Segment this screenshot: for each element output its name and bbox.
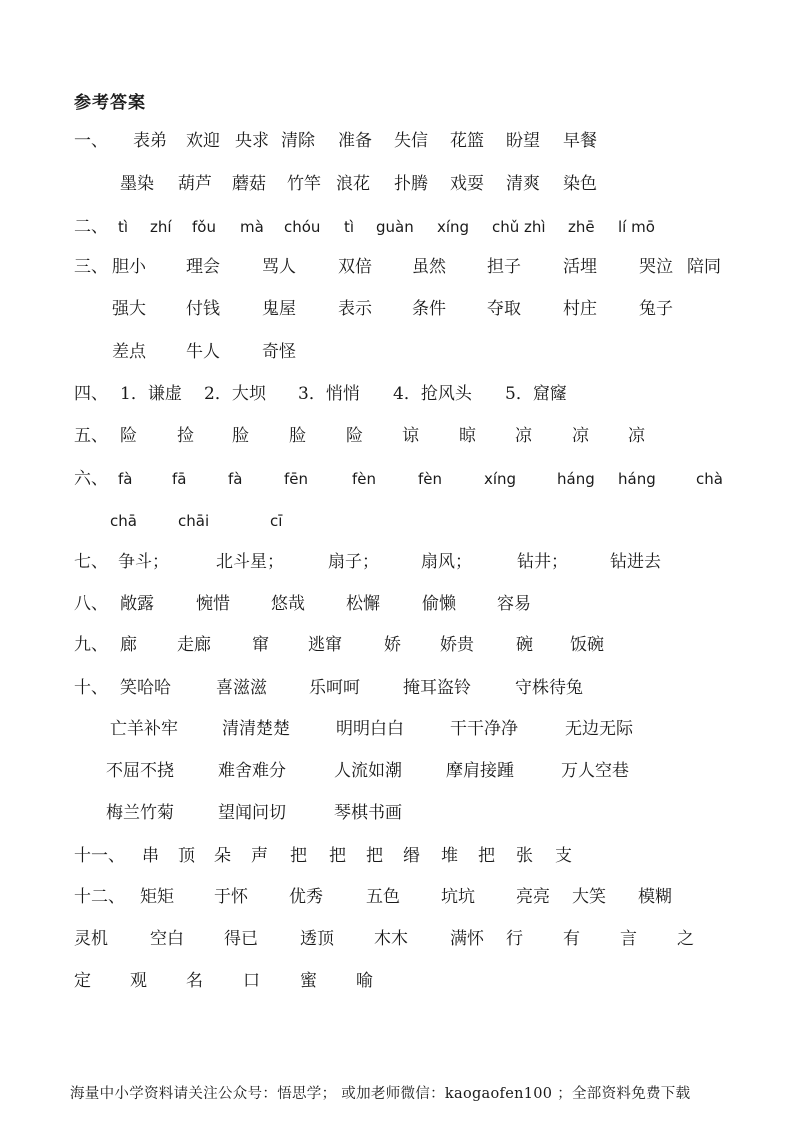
pinyin-answer: chā [110, 512, 137, 530]
answer-word: 担子 [487, 257, 521, 277]
answer-char: 凉 [572, 426, 589, 446]
answer-char: 脸 [232, 426, 249, 446]
answer-word: 奇怪 [262, 342, 296, 362]
answer-word: 墨染 [120, 174, 154, 194]
answer-phrase: 亡羊补牢 [110, 719, 178, 739]
pinyin-answer: xíng [484, 470, 517, 488]
answer-word: 钻进去 [610, 552, 661, 572]
answer-word: 偷懒 [422, 594, 456, 614]
footer-note: 海量中小学资料请关注公众号：悟思学； 或加老师微信：kaogaofen100 ；全部资料免费下载 [70, 1086, 691, 1102]
answer-char: 串 [142, 846, 159, 866]
pinyin-answer: chà [696, 470, 723, 488]
answer-word: 娇 [384, 635, 401, 655]
answer-char: 把 [366, 846, 383, 866]
answer-word: 陪同 [687, 257, 721, 277]
pinyin-answer: chóu [284, 218, 321, 236]
section-label: 三、 [74, 257, 108, 277]
pinyin-answer: cī [270, 512, 283, 530]
answer-word: 敞露 [120, 594, 154, 614]
answer-word: 花篮 [450, 131, 484, 151]
answer-word: 条件 [412, 299, 446, 319]
pinyin-answer: fā [172, 470, 187, 488]
answer-word: 模糊 [638, 887, 672, 907]
answer-char: 支 [555, 846, 572, 866]
answer-word: 1．谦虚 [120, 384, 182, 404]
answer-word: 央求 [235, 131, 269, 151]
pinyin-answer: mà [240, 218, 264, 236]
answer-word: 虽然 [412, 257, 446, 277]
answer-word: 扇风； [421, 552, 472, 572]
answer-phrase: 摩肩接踵 [446, 761, 514, 781]
pinyin-answer: fēn [284, 470, 309, 488]
section-label: 一、 [74, 131, 108, 151]
answer-word: 逃窜 [308, 635, 342, 655]
answer-word: 亮亮 [516, 887, 550, 907]
answer-phrase: 喜滋滋 [216, 678, 267, 698]
answer-char: 险 [120, 426, 137, 446]
answer-word: 哭泣 [639, 257, 673, 277]
section-label: 十二、 [74, 887, 125, 907]
answer-word: 骂人 [262, 257, 296, 277]
section-label: 五、 [74, 426, 108, 446]
answer-word: 透顶 [300, 929, 334, 949]
section-label: 十一、 [74, 846, 125, 866]
answer-word: 准备 [338, 131, 372, 151]
pinyin-answer: zhē [568, 218, 595, 236]
answer-char: 蜜 [300, 971, 317, 991]
answer-word: 兔子 [639, 299, 673, 319]
pinyin-answer: chāi [178, 512, 210, 530]
answer-word: 清爽 [506, 174, 540, 194]
answer-word: 双倍 [338, 257, 372, 277]
answer-word: 于怀 [214, 887, 248, 907]
answer-char: 声 [251, 846, 268, 866]
answer-char: 凉 [628, 426, 645, 446]
answer-word: 欢迎 [186, 131, 220, 151]
answer-char: 把 [478, 846, 495, 866]
answer-word: 浪花 [336, 174, 370, 194]
answer-phrase: 不屈不挠 [106, 761, 174, 781]
answer-word: 钻井； [517, 552, 568, 572]
answer-char: 定 [74, 971, 91, 991]
answer-char: 张 [516, 846, 533, 866]
pinyin-answer: fèn [418, 470, 443, 488]
answer-char: 凉 [515, 426, 532, 446]
answer-word: 五色 [366, 887, 400, 907]
section-label: 六、 [74, 469, 108, 489]
pinyin-answer: tì [118, 218, 129, 236]
answer-word: 优秀 [289, 887, 323, 907]
answer-phrase: 掩耳盗铃 [403, 678, 471, 698]
answer-char: 朵 [214, 846, 231, 866]
section-label: 八、 [74, 594, 108, 614]
answer-word: 竹竿 [287, 174, 321, 194]
answer-phrase: 干干净净 [450, 719, 518, 739]
answer-word: 争斗； [118, 552, 169, 572]
answer-char: 顶 [178, 846, 195, 866]
answer-phrase: 守株待兔 [515, 678, 583, 698]
answer-char: 名 [186, 971, 203, 991]
answer-word: 强大 [112, 299, 146, 319]
answer-word: 染色 [563, 174, 597, 194]
answer-word: 行 [506, 929, 523, 949]
answer-word: 鬼屋 [262, 299, 296, 319]
pinyin-answer: fà [118, 470, 133, 488]
answer-char: 口 [243, 971, 260, 991]
section-label: 七、 [74, 552, 108, 572]
answer-char: 把 [290, 846, 307, 866]
answer-char: 谅 [402, 426, 419, 446]
answer-char: 喻 [356, 971, 373, 991]
answer-char: 观 [130, 971, 147, 991]
answer-phrase: 乐呵呵 [309, 678, 360, 698]
answer-word: 5．窟窿 [505, 384, 567, 404]
answer-phrase: 笑哈哈 [120, 678, 171, 698]
page-title: 参考答案 [74, 93, 146, 113]
pinyin-answer: xíng [437, 218, 470, 236]
answer-word: 活埋 [563, 257, 597, 277]
answer-word: 2．大坝 [204, 384, 266, 404]
answer-word: 廊 [120, 635, 137, 655]
answer-word: 满怀 [450, 929, 484, 949]
answer-word: 付钱 [186, 299, 220, 319]
answer-word: 早餐 [563, 131, 597, 151]
answer-word: 空白 [150, 929, 184, 949]
answer-word: 坑坑 [441, 887, 475, 907]
answer-phrase: 琴棋书画 [334, 803, 402, 823]
answer-word: 清除 [281, 131, 315, 151]
pinyin-answer: zhí [150, 218, 172, 236]
answer-word: 木木 [374, 929, 408, 949]
answer-word: 饭碗 [570, 635, 604, 655]
answer-word: 4．抢风头 [393, 384, 472, 404]
pinyin-answer: fèn [352, 470, 377, 488]
answer-word: 松懈 [346, 594, 380, 614]
answer-word: 盼望 [506, 131, 540, 151]
answer-char: 捡 [177, 426, 194, 446]
answer-word: 得已 [224, 929, 258, 949]
section-label: 九、 [74, 635, 108, 655]
pinyin-answer: guàn [376, 218, 414, 236]
answer-word: 言 [620, 929, 637, 949]
answer-word: 扇子； [328, 552, 379, 572]
answer-phrase: 明明白白 [336, 719, 404, 739]
pinyin-answer: háng [618, 470, 656, 488]
answer-word: 表示 [338, 299, 372, 319]
answer-word: 蘑菇 [232, 174, 266, 194]
pinyin-answer: tì [344, 218, 355, 236]
answer-word: 差点 [112, 342, 146, 362]
answer-word: 村庄 [563, 299, 597, 319]
section-label: 二、 [74, 217, 108, 237]
answer-word: 容易 [497, 594, 531, 614]
answer-word: 表弟 [133, 131, 167, 151]
answer-phrase: 万人空巷 [561, 761, 629, 781]
answer-word: 葫芦 [178, 174, 212, 194]
answer-word: 灵机 [74, 929, 108, 949]
answer-word: 碗 [516, 635, 533, 655]
answer-phrase: 无边无际 [565, 719, 633, 739]
answer-char: 晾 [459, 426, 476, 446]
answer-word: 矩矩 [140, 887, 174, 907]
answer-word: 失信 [394, 131, 428, 151]
answer-word: 戏耍 [450, 174, 484, 194]
pinyin-answer: háng [557, 470, 595, 488]
answer-word: 胆小 [112, 257, 146, 277]
answer-phrase: 难舍难分 [218, 761, 286, 781]
answer-word: 走廊 [177, 635, 211, 655]
answer-word: 扑腾 [394, 174, 428, 194]
answer-word: 北斗星； [216, 552, 284, 572]
section-label: 四、 [74, 384, 108, 404]
answer-char: 险 [346, 426, 363, 446]
answer-char: 堆 [441, 846, 458, 866]
answer-char: 把 [329, 846, 346, 866]
answer-phrase: 清清楚楚 [222, 719, 290, 739]
answer-word: 有 [563, 929, 580, 949]
answer-char: 脸 [289, 426, 306, 446]
answer-word: 牛人 [186, 342, 220, 362]
pinyin-answer: fà [228, 470, 243, 488]
answer-word: 3．悄悄 [298, 384, 360, 404]
answer-phrase: 人流如潮 [334, 761, 402, 781]
answer-char: 缗 [403, 846, 420, 866]
section-label: 十、 [74, 678, 108, 698]
answer-word: 窜 [252, 635, 269, 655]
answer-word: 惋惜 [196, 594, 230, 614]
pinyin-answer: lí mō [618, 218, 655, 236]
pinyin-answer: chǔ zhì [492, 218, 546, 236]
pinyin-answer: fǒu [192, 218, 216, 236]
answer-word: 大笑 [572, 887, 606, 907]
answer-word: 之 [677, 929, 694, 949]
answer-phrase: 望闻问切 [218, 803, 286, 823]
answer-word: 悠哉 [271, 594, 305, 614]
answer-phrase: 梅兰竹菊 [106, 803, 174, 823]
answer-word: 理会 [186, 257, 220, 277]
answer-word: 娇贵 [440, 635, 474, 655]
answer-word: 夺取 [487, 299, 521, 319]
